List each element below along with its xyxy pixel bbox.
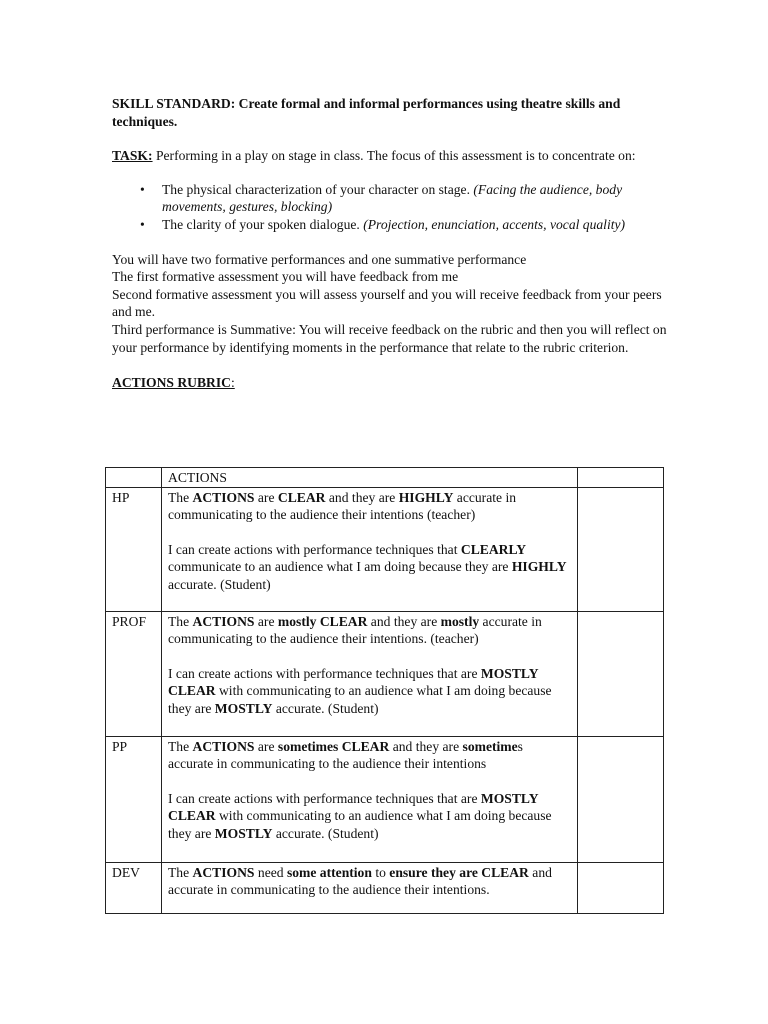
bullet-text: The clarity of your spoken dialogue. xyxy=(162,216,364,232)
text-run: are xyxy=(254,613,278,629)
text-run: with communicating to an audience what I am doing because they are xyxy=(168,808,552,841)
text-run: and they are xyxy=(367,613,441,629)
level-cell: HP xyxy=(106,487,162,611)
text-run: accurate in communicating to the audience their intentions (teacher) xyxy=(168,489,517,523)
header-cell-score xyxy=(578,468,664,488)
bold-run: sometime xyxy=(462,738,518,754)
text-run: with communicating to an audience what I am doing because they are xyxy=(168,683,552,716)
bold-run: mostly CLEAR xyxy=(277,613,368,629)
text-run: The xyxy=(168,864,193,880)
rubric-heading-colon: : xyxy=(230,375,235,391)
text-run: and accurate in communicating to the audience their intentions. xyxy=(168,864,552,898)
header-cell-actions: ACTIONS xyxy=(162,468,578,488)
text-run: I can create actions with performance techniques that are xyxy=(168,790,481,806)
document-page xyxy=(112,95,672,392)
score-cell xyxy=(578,862,664,913)
teacher-descriptor xyxy=(168,489,571,524)
table-header-row xyxy=(106,468,664,488)
bullet-text: The physical characterization of your character on stage. xyxy=(162,181,474,197)
focus-list xyxy=(112,181,672,234)
bold-run: sometimes CLEAR xyxy=(277,738,390,754)
text-run: accurate. (Student) xyxy=(272,825,379,841)
student-descriptor xyxy=(168,665,571,718)
bold-run: MOSTLY xyxy=(214,700,273,716)
table-row xyxy=(106,487,664,611)
bold-run: ACTIONS xyxy=(192,738,255,754)
teacher-descriptor xyxy=(168,864,571,899)
assessment-paragraph xyxy=(112,251,672,357)
rubric-heading xyxy=(112,374,672,392)
text-run: and they are xyxy=(389,738,463,754)
score-cell xyxy=(578,611,664,736)
student-descriptor xyxy=(168,790,571,843)
paragraph-line: Third performance is Summative: You will receive feedback on the rubric and then you will reflect on your performance by identifying moments in the performance that relate to the rubric criterion. xyxy=(112,321,667,355)
text-run: accurate. (Student) xyxy=(168,576,271,592)
teacher-descriptor xyxy=(168,613,571,648)
bullet-italic-text: (Projection, enunciation, accents, vocal quality) xyxy=(363,216,626,232)
bold-run: ACTIONS xyxy=(192,613,255,629)
bold-run: ACTIONS xyxy=(192,864,255,880)
text-run: The xyxy=(168,613,193,629)
bullet-marker: • xyxy=(140,216,145,232)
description-cell xyxy=(162,487,578,611)
bold-run: MOSTLY CLEAR xyxy=(168,790,539,824)
rubric-heading-text: ACTIONS RUBRIC xyxy=(112,375,231,391)
bold-run: CLEAR xyxy=(277,489,326,505)
task-label: TASK: xyxy=(112,148,153,164)
teacher-descriptor xyxy=(168,738,571,773)
text-run: need xyxy=(254,864,287,880)
score-cell xyxy=(578,736,664,862)
paragraph-line: You will have two formative performances and one summative performance xyxy=(112,251,527,267)
table-row xyxy=(106,862,664,913)
level-cell: PP xyxy=(106,736,162,862)
score-cell xyxy=(578,487,664,611)
student-descriptor xyxy=(168,541,571,594)
level-cell: PROF xyxy=(106,611,162,736)
list-item xyxy=(112,216,672,234)
text-run: accurate in communicating to the audience their intentions. (teacher) xyxy=(168,613,542,647)
bold-run: HIGHLY xyxy=(398,489,454,505)
text-run: The xyxy=(168,738,193,754)
table-row xyxy=(106,611,664,736)
text-run: s accurate in communicating to the audience their intentions xyxy=(168,738,523,772)
text-run: The xyxy=(168,489,193,505)
text-run: communicate to an audience what I am doing because they are xyxy=(168,559,512,575)
bullet-italic-text: (Facing the audience, body movements, gestures, blocking) xyxy=(162,181,623,215)
text-run: I can create actions with performance techniques that xyxy=(168,541,461,557)
bold-run: CLEARLY xyxy=(460,541,527,557)
bold-run: MOSTLY CLEAR xyxy=(168,665,539,699)
bold-run: some attention xyxy=(286,864,372,880)
paragraph-line: The first formative assessment you will have feedback from me xyxy=(112,269,459,285)
paragraph-line: Second formative assessment you will assess yourself and you will receive feedback from your peers and me. xyxy=(112,286,662,320)
bullet-marker: • xyxy=(140,181,145,197)
text-run: I can create actions with performance techniques that are xyxy=(168,665,481,681)
text-run: are xyxy=(254,489,278,505)
actions-rubric-table xyxy=(105,467,664,914)
bold-run: MOSTLY xyxy=(214,825,273,841)
description-cell xyxy=(162,611,578,736)
task-paragraph xyxy=(112,147,672,165)
text-run: accurate. (Student) xyxy=(272,700,379,716)
table-row xyxy=(106,736,664,862)
bold-run: ensure they are CLEAR xyxy=(389,864,529,880)
description-cell xyxy=(162,862,578,913)
skill-standard: SKILL STANDARD: Create formal and informal performances using theatre skills and techniques. xyxy=(112,96,621,129)
level-cell: DEV xyxy=(106,862,162,913)
description-cell xyxy=(162,736,578,862)
text-run: are xyxy=(254,738,278,754)
bold-run: ACTIONS xyxy=(192,489,255,505)
list-item xyxy=(112,181,672,216)
bold-run: mostly xyxy=(440,613,480,629)
header-cell-level xyxy=(106,468,162,488)
task-text: Performing in a play on stage in class. The focus of this assessment is to concentrate on: xyxy=(152,148,636,164)
text-run: and they are xyxy=(325,489,399,505)
text-run: to xyxy=(371,864,390,880)
bold-run: HIGHLY xyxy=(511,559,567,575)
